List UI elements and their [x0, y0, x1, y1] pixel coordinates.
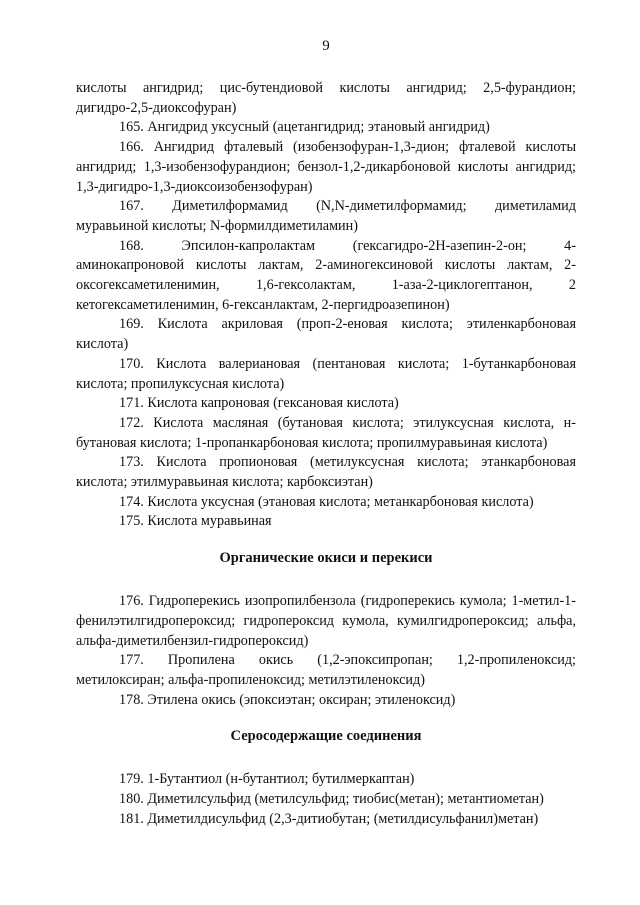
section-heading-oxides-peroxides: Органические окиси и перекиси — [219, 550, 433, 567]
paragraph-168: 168. Эпсилон-капролактам (гексагидро-2Н-азепин-2-он; 4-аминокапроновой кислоты лактам, 2-аминогексиновой кислоты лактам, 2-оксогексаметиленимин, 1,6-гексолактам, 1-аза-2-циклогептанон, 2 кетогексаметиленимин, 6-гексанлактам, 2-пергидроазепинон) — [76, 237, 576, 313]
paragraph-169: 169. Кислота акриловая (проп-2-еновая кислота; этиленкарбоновая кислота) — [76, 316, 576, 353]
paragraph-171: 171. Кислота капроновая (гексановая кислота) — [119, 395, 399, 412]
paragraph-175: 175. Кислота муравьиная — [119, 513, 272, 530]
section-heading-sulfur-compounds: Серосодержащие соединения — [230, 728, 422, 745]
paragraph-170: 170. Кислота валериановая (пентановая кислота; 1-бутанкарбоновая кислота; пропилуксусная кислота) — [76, 355, 576, 392]
paragraph-176: 176. Гидроперекись изопропилбензола (гидроперекись кумола; 1-метил-1-фенилэтилгидропероксид; гидропероксид кумола, кумилгидропероксид; альфа, альфа-диметилбензил-гидропероксид) — [76, 593, 576, 649]
paragraph-172: 172. Кислота масляная (бутановая кислота; этилуксусная кислота, н-бутановая кислота; 1-пропанкарбоновая кислота; пропилмуравьиная кислота) — [76, 414, 576, 451]
page-number: 9 — [322, 38, 330, 54]
paragraph-177: 177. Пропилена окись (1,2-эпоксипропан; 1,2-пропиленоксид; метилоксиран; альфа-пропиленоксид; метилэтиленоксид) — [76, 652, 576, 688]
paragraph-166: 166. Ангидрид фталевый (изобензофуран-1,3-дион; фталевой кислоты ангидрид; 1,3-изобензофурандион; бензол-1,2-дикарбоновой кислоты ангидрид; 1,3-дигидро-1,3-диоксоизобензофуран) — [76, 139, 576, 195]
paragraph-178: 178. Этилена окись (эпоксиэтан; оксиран; этиленоксид) — [119, 691, 456, 708]
paragraph-181: 181. Диметилдисульфид (2,3-дитиобутан; (метилдисульфанил)метан) — [119, 810, 539, 827]
paragraph-173: 173. Кислота пропионовая (метилуксусная кислота; этанкарбоновая кислота; этилмуравьиная кислота; карбоксиэтан) — [76, 454, 576, 491]
paragraph-167: 167. Диметилформамид (N,N-диметилформамид; диметиламид муравьиной кислоты; N-формилдиметиламин) — [76, 198, 576, 234]
paragraph-164-continuation: кислоты ангидрид; цис-бутендиовой кислоты ангидрид; 2,5-фурандион; дигидро-2,5-диоксофуран) — [76, 80, 576, 116]
paragraph-165: 165. Ангидрид уксусный (ацетангидрид; этановый ангидрид) — [119, 119, 490, 136]
paragraph-179: 179. 1-Бутантиол (н-бутантиол; бутилмеркаптан) — [119, 771, 415, 788]
paragraph-180: 180. Диметилсульфид (метилсульфид; тиобис(метан); метантиометан) — [119, 791, 544, 808]
paragraph-174: 174. Кислота уксусная (этановая кислота; метанкарбоновая кислота) — [119, 493, 534, 510]
